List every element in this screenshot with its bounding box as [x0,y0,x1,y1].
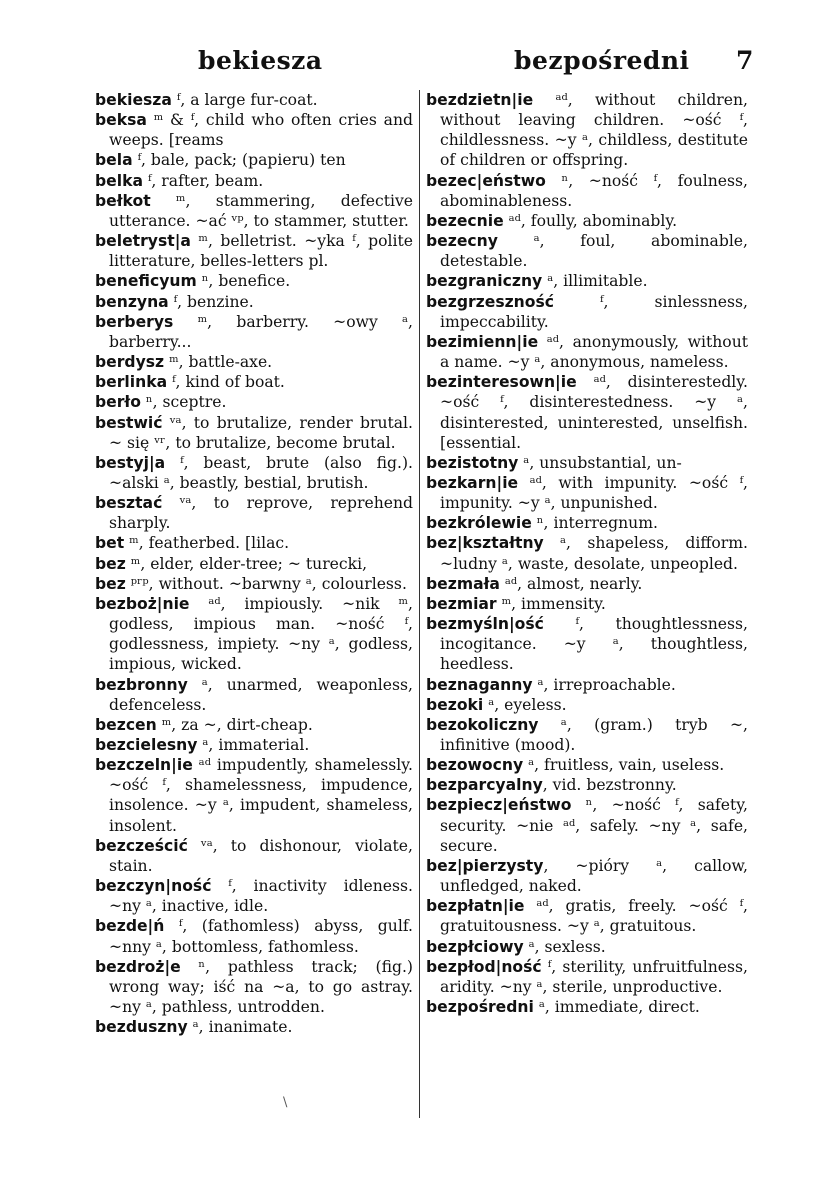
entry-headword: berdysz [95,353,165,372]
entry-headword: bezistotny [426,453,519,472]
entry-definition: ᵐ & ᶠ, child who often cries and weeps. [reams [109,111,413,150]
entry-definition: ᵃ, unarmed, weaponless, defenceless. [109,675,413,714]
entry-headword: bezdroż|e [95,957,181,976]
dictionary-entry [426,211,748,231]
entry-headword: bezkarn|ie [426,473,519,492]
dictionary-entry [95,554,413,574]
dictionary-entry [426,473,748,513]
dictionary-entry [95,755,413,836]
entry-definition: ⁿ, ~ność ᶠ, safety, security. ~nie ᵃᵈ, safely. ~ny ᵃ, safe, secure. [440,796,748,855]
dictionary-entry [426,453,748,473]
entry-definition: ᵛᵃ, to reprove, reprehend sharply. [109,494,413,533]
entry-headword: bez [95,554,126,573]
entry-definition: ᵛᵃ, to dishonour, violate, stain. [109,836,413,875]
entry-definition: ᵃᵈ, impiously. ~nik ᵐ, godless, impious man. ~ność ᶠ, godlessness, impiety. ~ny ᵃ, godless, impious, wicked. [109,594,413,674]
dictionary-entry [95,574,413,594]
entry-definition: ᶠ, a large fur-coat. [171,91,318,109]
entry-headword: beneficyum [95,272,197,291]
right-column [426,90,748,1130]
dictionary-entry [95,110,413,150]
dictionary-entry [95,735,413,755]
dictionary-entry [426,715,748,755]
dictionary-entry [426,957,748,997]
dictionary-entry [426,695,748,715]
entry-headword: bekiesza [95,91,172,109]
entry-headword: bezkrólewie [426,514,532,533]
header-left-guideword: bekiesza [198,46,323,75]
entry-definition: ᵃᵈ, gratis, freely. ~ość ᶠ, gratuitousness. ~y ᵃ, gratuitous. [440,897,748,936]
entry-headword: benzyna [95,292,169,311]
dictionary-entry [426,775,748,795]
entry-definition: ᶠ, sinlessness, impeccability. [440,292,748,331]
dictionary-entry [95,413,413,453]
entry-definition: ᵃ, (gram.) tryb ~, infinitive (mood). [440,715,748,754]
entry-headword: bezpośredni [426,998,534,1017]
dictionary-entry [95,171,413,191]
entry-definition: ⁿ, interregnum. [531,514,658,533]
entry-headword: besztać [95,494,163,513]
entry-definition: ⁿ, sceptre. [140,393,227,412]
entry-headword: bezdzietn|ie [426,91,534,109]
dictionary-entry [95,392,413,412]
entry-definition: ᶠ, kind of boat. [167,373,285,392]
entry-headword: bez|kształtny [426,534,544,553]
entry-headword: bezmyśln|ość [426,615,544,634]
entry-headword: beksa [95,111,147,130]
entry-definition: ᵃᵈ, anonymously, without a name. ~y ᵃ, anonymous, nameless. [440,332,748,372]
dictionary-entry [426,271,748,291]
dictionary-entry [95,836,413,876]
dictionary-entry [95,150,413,170]
dictionary-entry [95,312,413,352]
entry-definition: ᶠ, (fathomless) abyss, gulf. ~nny ᵃ, bottomless, fathomless. [109,917,413,956]
dictionary-entry [95,533,413,553]
dictionary-entry [426,533,748,573]
entry-headword: bezowocny [426,756,524,775]
entry-headword: bezimienn|ie [426,332,539,351]
stray-mark: \ [283,1095,288,1110]
dictionary-entry [426,574,748,594]
entry-definition: ᵐ, featherbed. [lilac. [124,534,290,553]
entry-definition: ᵐ, battle-axe. [164,353,273,372]
entry-definition: ᶠ, inactivity idleness. ~ny ᵃ, inactive, idle. [109,877,413,916]
entry-definition: ⁿ, benefice. [196,272,291,291]
entry-definition: ᵃ, fruitless, vain, useless. [523,756,725,775]
entry-definition: ᵃ, unsubstantial, un- [518,453,682,472]
entry-headword: berło [95,393,141,412]
entry-headword: bezcielesny [95,736,198,754]
column-divider [419,90,420,1118]
entry-headword: berberys [95,312,174,331]
entry-headword: bela [95,151,133,170]
entry-definition: ᶠ, sterility, unfruitfulness, aridity. ~ny ᵃ, sterile, unproductive. [440,957,748,996]
entry-headword: bezgraniczny [426,272,543,291]
entry-definition: ᵐ, barberry. ~owy ᵃ, barberry... [109,312,413,351]
entry-definition: ᵃ, sexless. [523,937,606,956]
entry-definition: ᵐ, immensity. [496,594,606,613]
dictionary-entry [95,493,413,533]
dictionary-entry [95,271,413,291]
entry-headword: bezpłciowy [426,937,524,956]
entry-definition: ᶠ, benzine. [168,292,254,311]
entry-definition: ᵃᵈ, without children, without leaving children. ~ość ᶠ, childlessness. ~y ᵃ, childless, destitute of children or offspring. [440,91,748,170]
entry-definition: , ~pióry ᵃ, callow, unfledged, naked. [440,856,748,896]
entry-definition: ᵐ, stammering, defective utterance. ~ać ᵛᵖ, to stammer, stutter. [109,191,413,230]
left-column [95,90,413,1130]
entry-headword: bezde|ń [95,917,165,936]
dictionary-entry [95,231,413,271]
dictionary-entry [426,513,748,533]
entry-headword: bezpiecz|eństwo [426,796,572,815]
entry-definition: ᵐ, za ~, dirt-cheap. [156,715,313,734]
dictionary-entry [426,896,748,936]
entry-headword: bezinteresown|ie [426,373,577,392]
dictionary-entry [95,90,413,110]
entry-definition: , vid. bezstronny. [542,776,677,795]
entry-definition: ᵃᵈ impudently, shamelessly. ~ość ᶠ, shamelessness, impudence, insolence. ~y ᵃ, impudent, shameless, insolent. [109,756,413,835]
header-right-guideword: bezpośredni [514,46,690,75]
dictionary-entry [95,715,413,735]
entry-definition: ᵃ, irreproachable. [532,675,676,694]
entry-headword: berlinka [95,373,168,392]
entry-headword: bezpłatn|ie [426,897,525,916]
dictionary-entry [426,292,748,332]
entry-headword: bezboż|nie [95,594,190,613]
entry-headword: bezczyn|ność [95,877,212,896]
entry-headword: bezgrzeszność [426,292,555,311]
entry-headword: bezczeln|ie [95,756,193,775]
dictionary-entry [95,453,413,493]
dictionary-entry [95,594,413,675]
entry-headword: bestwić [95,413,163,432]
entry-definition: ᵃᵈ, almost, nearly. [499,574,643,593]
page-number: 7 [736,46,754,75]
entry-headword: bet [95,534,125,553]
entry-headword: bezmała [426,574,500,593]
entry-definition: ᵛᵃ, to brutalize, render brutal. ~ się ᵛʳ, to brutalize, become brutal. [109,413,413,452]
entry-definition: ᵖʳᵖ, without. ~barwny ᵃ, colourless. [125,574,407,593]
entry-headword: bezcen [95,715,157,734]
entry-definition: ᵃ, inanimate. [187,1018,293,1037]
dictionary-entry [426,937,748,957]
entry-headword: bez [95,574,126,593]
dictionary-entry [95,675,413,715]
entry-definition: ᵐ, elder, elder-tree; ~ turecki, [125,554,368,573]
entry-definition: ᶠ, rafter, beam. [142,171,264,190]
entry-headword: bezmiar [426,594,497,613]
entry-definition: ᵃ, illimitable. [542,272,648,291]
dictionary-entry [95,957,413,1017]
entry-definition: ᵃᵈ, disinterestedly. ~ość ᶠ, disinterestedness. ~y ᵃ, disinterested, uninterested, unselfish. [essential. [440,373,748,452]
dictionary-entry [426,795,748,855]
entry-definition: ᵐ, belletrist. ~yka ᶠ, polite litterature, belles-letters pl. [109,232,413,271]
dictionary-entry [426,332,748,372]
entry-headword: beznaganny [426,675,533,694]
entry-headword: belka [95,171,143,190]
dictionary-entry [95,352,413,372]
entry-headword: bezpłod|ność [426,957,542,976]
entry-headword: bestyj|a [95,453,166,472]
entry-headword: bez|pierzysty [426,856,544,875]
entry-headword: bezduszny [95,1018,188,1037]
dictionary-entry [426,594,748,614]
entry-definition: ᶠ, beast, brute (also fig.). ~alski ᵃ, beastly, bestial, brutish. [109,453,413,492]
entry-headword: beletryst|a [95,232,191,251]
entry-headword: bezoki [426,695,484,714]
dictionary-entry [95,1017,413,1037]
dictionary-entry [95,292,413,312]
entry-headword: bezecny [426,232,498,251]
dictionary-entry [426,231,748,271]
entry-definition: ⁿ, pathless track; (fig.) wrong way; iść na ~a, to go astray. ~ny ᵃ, pathless, untrodden. [109,957,413,1017]
dictionary-entry [426,171,748,211]
dictionary-entry [426,614,748,674]
running-header [0,46,840,82]
entry-headword: bełkot [95,191,151,210]
entry-headword: bezcześcić [95,836,188,855]
entry-headword: bezecnie [426,211,504,230]
entry-definition: ᵃᵈ, foully, abominably. [503,211,678,230]
dictionary-entry [95,916,413,956]
dictionary-entry [95,372,413,392]
entry-headword: bezparcyalny [426,776,543,795]
dictionary-entry [426,675,748,695]
entry-definition: ᵃ, foul, abominable, detestable. [440,232,748,271]
entry-definition: ᵃ, immaterial. [197,736,310,754]
entry-headword: bezec|eństwo [426,171,546,190]
entry-definition: ᵃ, immediate, direct. [533,998,700,1017]
dictionary-entry [426,755,748,775]
dictionary-entry [95,191,413,231]
entry-definition: ᶠ, thoughtlessness, incogitance. ~y ᵃ, thoughtless, heedless. [440,615,748,674]
entry-definition: ᵃ, eyeless. [483,695,567,714]
entry-headword: bezokoliczny [426,715,539,734]
dictionary-entry [426,90,748,171]
dictionary-entry [95,876,413,916]
entry-definition: ᵃᵈ, with impunity. ~ość ᶠ, impunity. ~y ᵃ, unpunished. [440,473,748,513]
entry-definition: ᶠ, bale, pack; (papieru) ten [132,151,346,170]
entry-headword: bezbronny [95,675,188,694]
entry-definition: ᵃ, shapeless, difform. ~ludny ᵃ, waste, desolate, unpeopled. [440,534,748,573]
entry-definition: ⁿ, ~ność ᶠ, foulness, abominableness. [440,171,748,210]
dictionary-entry [426,372,748,453]
dictionary-entry [426,997,748,1017]
dictionary-entry [426,856,748,896]
